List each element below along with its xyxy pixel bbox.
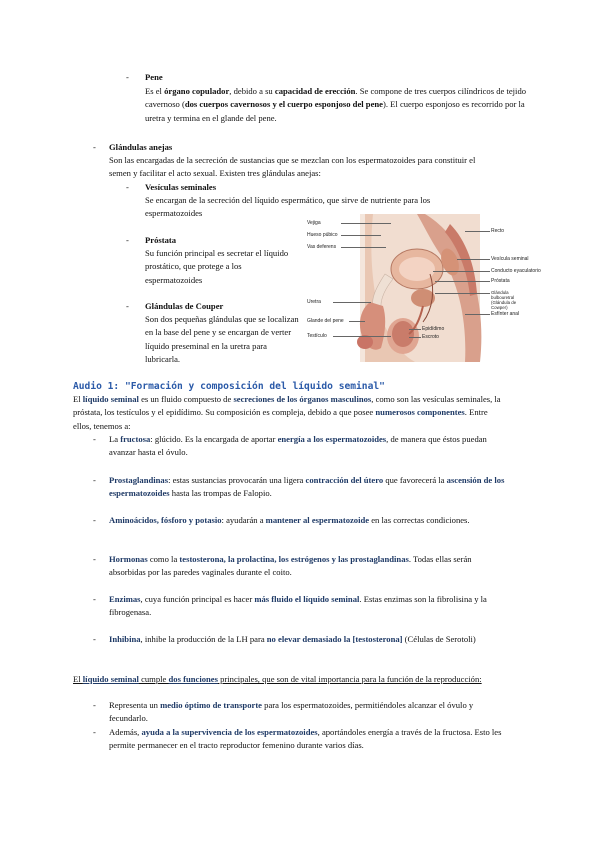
bullet: -	[93, 594, 96, 604]
vesiculas-title: Vesículas seminales	[145, 182, 217, 192]
leader-line	[465, 231, 490, 232]
leader-line	[341, 223, 391, 224]
bullet: -	[126, 301, 129, 311]
prostata-text: Su función principal es secretar el líquido prostático, que protege a los espermatozoides	[145, 248, 289, 285]
bullet: -	[93, 634, 96, 644]
audio-heading: Audio 1: "Formación y composición del líquido seminal"	[73, 381, 385, 392]
bullet: -	[93, 515, 96, 525]
leader-line	[457, 259, 490, 260]
leader-line	[465, 314, 490, 315]
label-vejiga: Vejiga	[307, 220, 321, 226]
bullet: -	[93, 434, 96, 444]
couper-title: Glándulas de Couper	[145, 301, 224, 311]
leader-line	[409, 329, 421, 330]
label-recto: Recto	[491, 228, 505, 234]
label-glandula-bulbouretral: Glándula bulbouretral (Glándula de Cowper)	[491, 290, 517, 310]
pene-text: Es el órgano copulador, debido a su capacidad de erección. Se compone de tres cuerpos cilíndricos de tejido cavernoso (dos cuerpos cavernosos y el cuerpo esponjoso del pene). El cuerpo esponjoso es recorrido por la uretra y termina en el glande del pene.	[145, 86, 527, 123]
bullet: -	[126, 72, 129, 82]
funcion-2: Además, ayuda a la supervivencia de los espermatozoides, aportándoles energía a través de la fructosa. Esto les permite permanecer en el tracto reproductor femenino durante varios días.	[109, 727, 502, 751]
funciones-intro: El líquido seminal cumple dos funciones principales, que son de vital importancia para la función de la reproducción:	[73, 674, 482, 684]
vesiculas-text: Se encargan de la secreción del líquido espermático, que sirve de nutriente para los espermatozoides	[145, 195, 431, 219]
leader-line	[349, 321, 365, 322]
label-hueso-pubico: Hueso púbico	[307, 232, 338, 238]
list-item-enzimas: Enzimas, cuya función principal es hacer más fluido el líquido seminal. Estas enzimas son la fibrolisina y la fibrogenasa.	[109, 594, 487, 618]
bullet: -	[93, 554, 96, 564]
audio-intro: El líquido seminal es un fluido compuesto de secreciones de los órganos masculinos, como son las vesículas seminales, la próstata, los testículos y el epidídimo. Su composición es compleja, debido a que posee numerosos componentes. Entre ellos, tenemos a:	[73, 394, 501, 431]
list-item-prostaglandinas: Prostaglandinas: estas sustancias provocarán una ligera contracción del útero que favorecerá la ascensión de los espermatozoides hasta las trompas de Falopio.	[109, 475, 505, 499]
leader-line	[341, 235, 381, 236]
list-item-aminoacidos: Aminoácidos, fósforo y potasio: ayudarán a mantener al espermatozoide en las correctas condiciones.	[109, 515, 470, 525]
list-item-fructosa: La fructosa: glúcido. Es la encargada de aportar energía a los espermatozoides, de manera que éstos puedan avanzar hasta el óvulo.	[109, 434, 487, 458]
bullet: -	[93, 475, 96, 485]
leader-line	[341, 247, 386, 248]
label-esfinter-anal: Esfínter anal	[491, 311, 520, 317]
glandulas-title: Glándulas anejas	[109, 142, 173, 152]
leader-line	[333, 302, 371, 303]
leader-line	[433, 271, 490, 272]
label-escroto: Escroto	[422, 334, 439, 340]
leader-line	[333, 336, 391, 337]
label-epididimo: Epidídimo	[422, 326, 445, 332]
label-prostata: Próstata	[491, 278, 510, 284]
funcion-1: Representa un medio óptimo de transporte para los espermatozoides, permitiéndoles alcanzar el óvulo y fecundarlo.	[109, 700, 474, 724]
bullet: -	[93, 727, 96, 737]
leader-line	[435, 281, 490, 282]
list-item-inhibina: Inhibina, inhibe la producción de la LH para no elevar demasiado la [testosterona] (Células de Serotoli)	[109, 634, 476, 644]
anatomy-figure	[305, 214, 541, 362]
bullet: -	[93, 700, 96, 710]
glandulas-intro: Son las encargadas de la secreción de sustancias que se mezclan con los espermatozoides para constituir el semen y facilitar el acto sexual. Existen tres glándulas anejas:	[109, 155, 476, 179]
bullet: -	[126, 182, 129, 192]
pene-title: Pene	[145, 72, 163, 82]
label-conducto-eyaculatorio: Conducto eyaculatorio	[491, 268, 541, 274]
prostata-title: Próstata	[145, 235, 177, 245]
label-glande: Glande del pene	[307, 318, 344, 324]
leader-line	[435, 293, 490, 294]
label-uretra: Uretra	[307, 299, 321, 305]
bullet: -	[93, 142, 96, 152]
bullet: -	[126, 235, 129, 245]
label-testiculo: Testículo	[307, 333, 327, 339]
couper-text: Son dos pequeñas glándulas que se localizan en la base del pene y se encargan de verter líquido preseminal en la uretra para lubricarla.	[145, 314, 299, 365]
label-vas-deferens: Vas deferens	[307, 244, 337, 250]
label-vesicula-seminal: Vesícula seminal	[491, 256, 529, 262]
list-item-hormonas: Hormonas como la testosterona, la prolactina, los estrógenos y las prostaglandinas. Todas ellas serán absorbidas por las paredes vaginales durante el coito.	[109, 554, 472, 578]
leader-line	[409, 337, 421, 338]
